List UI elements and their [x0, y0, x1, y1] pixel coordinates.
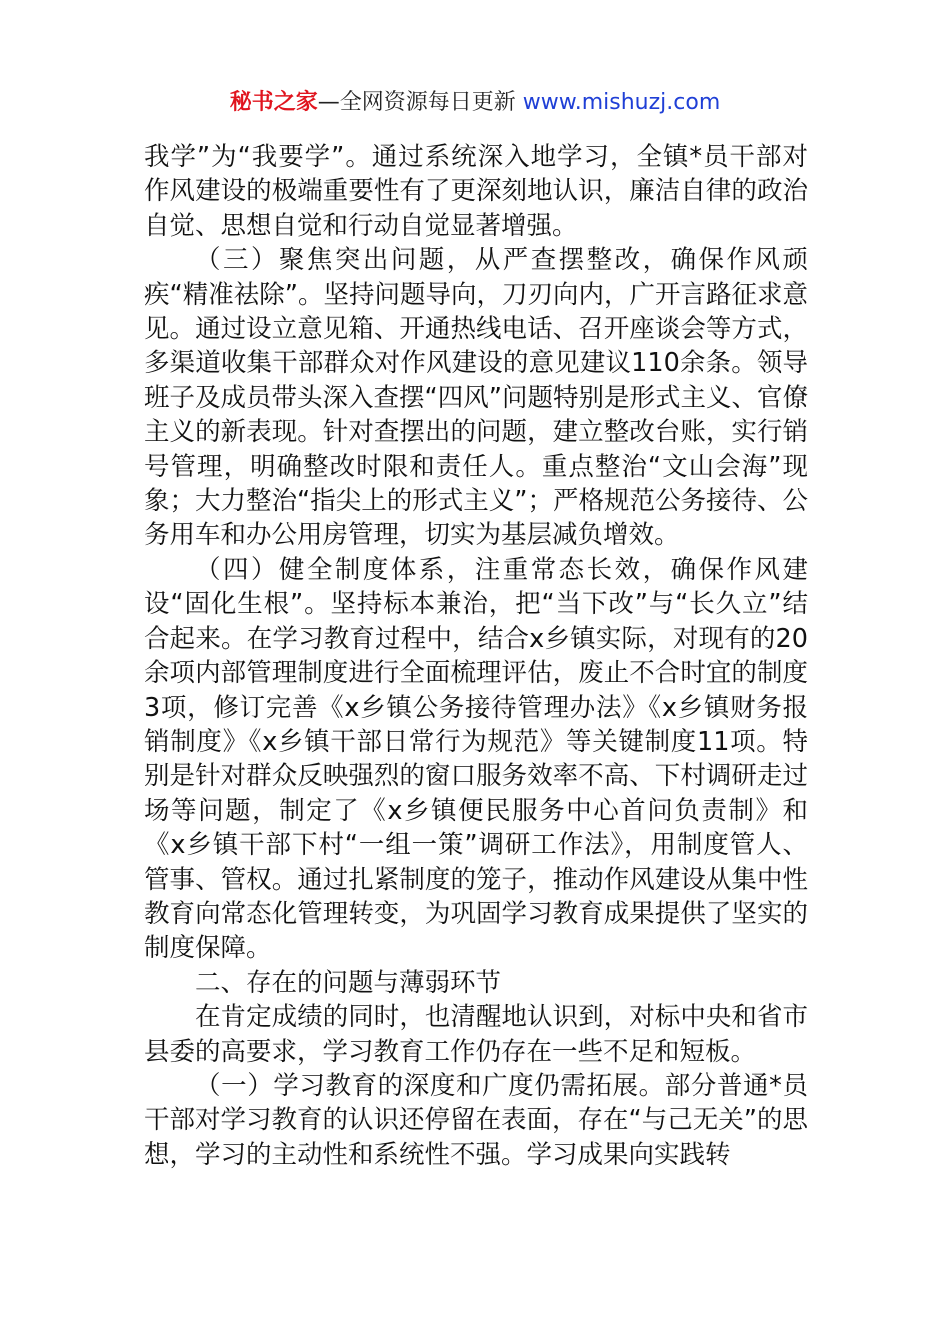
section-heading-problems: 二、存在的问题与薄弱环节 [195, 967, 502, 998]
paragraph-section-four: （四）健全制度体系，注重常态长效，确保作风建设“固化生根”。坚持标本兼治，把“当下改”与“长久立”结合起来。在学习教育过程中，结合x乡镇实际，对现有的20余项内部管理制度进行全面梳理评估，废止不合时宜的制度3项，修订完善《x乡镇公务接待管理办法》《x乡镇财务报销制度》《x乡镇干部日常行为规范》等关键制度11项。特别是针对群众反映强烈的窗口服务效率不高、下村调研走过场等问题，制定了《x乡镇便民服务中心首问负责制》和《x乡镇干部下村“一组一策”调研工作法》，用制度管人、管事、管权。通过扎紧制度的笼子，推动作风建设从集中性教育向常态化管理转变，为巩固学习教育成果提供了坚实的制度保障。 [144, 554, 808, 964]
page-header [0, 88, 950, 118]
paragraph-section-three: （三）聚焦突出问题，从严查摆整改，确保作风顽疾“精准祛除”。坚持问题导向，刀刃向内，广开言路征求意见。通过设立意见箱、开通热线电话、召开座谈会等方式，多渠道收集干部群众对作风建设的意见建议110余条。领导班子及成员带头深入查摆“四风”问题特别是形式主义、官僚主义的新表现。针对查摆出的问题，建立整改台账，实行销号管理，明确整改时限和责任人。重点整治“文山会海”现象；大力整治“指尖上的形式主义”；严格规范公务接待、公务用车和办公用房管理，切实为基层减负增效。 [144, 245, 808, 551]
site-brand: 秘书之家 [229, 90, 318, 115]
paragraph-problems-intro: 在肯定成绩的同时，也清醒地认识到，对标中央和省市县委的高要求，学习教育工作仍存在一些不足和短板。 [144, 1002, 808, 1067]
site-tagline: —全网资源每日更新 [317, 90, 523, 115]
document-body [144, 140, 808, 1172]
paragraph-problem-one: （一）学习教育的深度和广度仍需拓展。部分普通*员干部对学习教育的认识还停留在表面，存在“与己无关”的思想，学习的主动性和系统性不强。学习成果向实践转 [144, 1070, 808, 1170]
paragraph-continued: 我学”为“我要学”。通过系统深入地学习，全镇*员干部对作风建设的极端重要性有了更深刻地认识，廉洁自律的政治自觉、思想自觉和行动自觉显著增强。 [144, 142, 808, 241]
site-url-link[interactable]: www.mishuzj.com [522, 90, 721, 115]
